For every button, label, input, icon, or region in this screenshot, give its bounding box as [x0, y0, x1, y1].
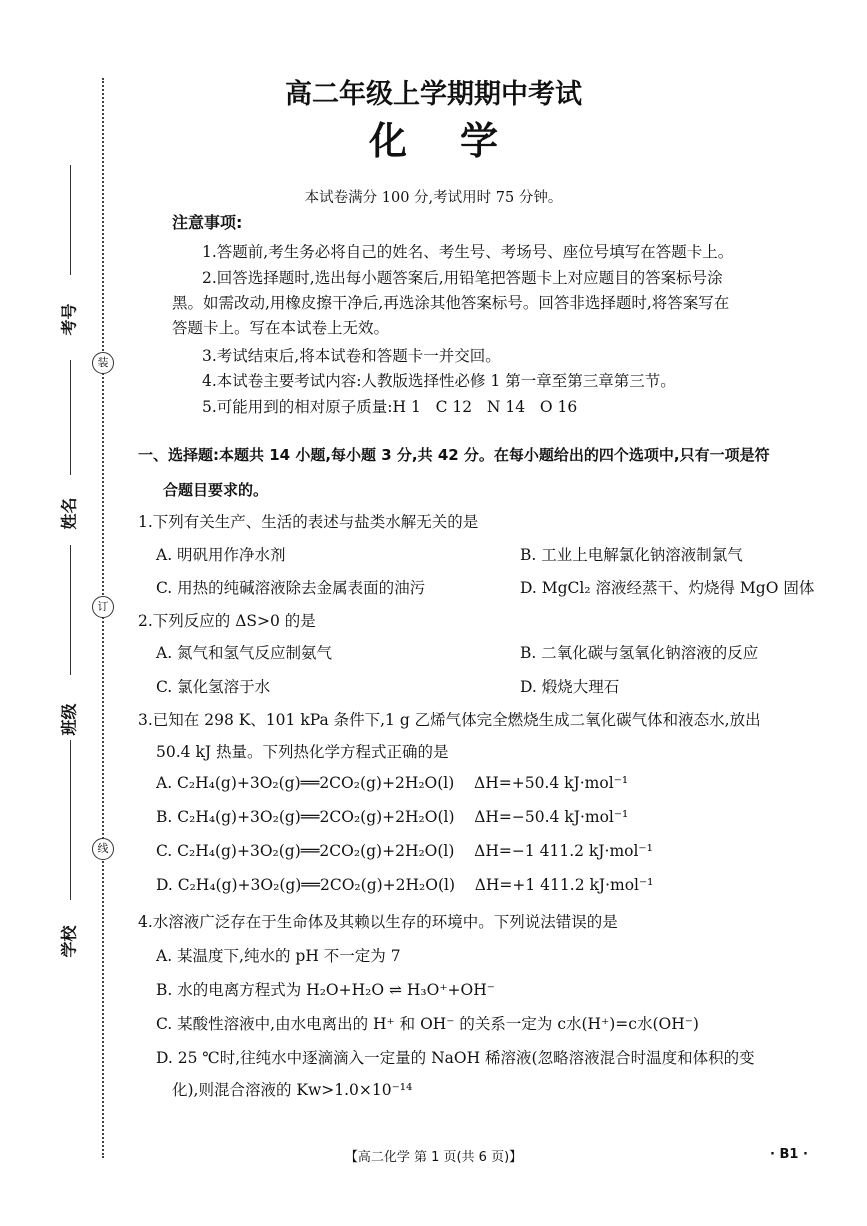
note-item: 5.可能用到的相对原子质量:H 1 C 12 N 14 O 16: [202, 398, 578, 416]
q2-option-a: A. 氮气和氢气反应制氨气: [156, 644, 333, 662]
note-item: 4.本试卷主要考试内容:人教版选择性必修 1 第一章至第三章第三节。: [202, 372, 676, 390]
q1-option-d: D. MgCl₂ 溶液经蒸干、灼烧得 MgO 固体: [520, 579, 815, 597]
class-line: [70, 545, 71, 675]
question-2-stem: 2.下列反应的 ΔS>0 的是: [138, 612, 316, 630]
binding-mark-xian: 线: [92, 838, 114, 860]
school-line: [70, 740, 71, 900]
binding-mark-ding: 订: [92, 596, 114, 618]
q2-option-d: D. 煅烧大理石: [520, 678, 620, 696]
q2-option-c: C. 氯化氢溶于水: [156, 678, 271, 696]
section-heading-cont: 合题目要求的。: [163, 481, 269, 499]
q4-option-d: D. 25 ℃时,往纯水中逐滴滴入一定量的 NaOH 稀溶液(忽略溶液混合时温度和体积的变: [156, 1049, 755, 1067]
q3-option-d: D. C₂H₄(g)+3O₂(g)══2CO₂(g)+2H₂O(l) ΔH=+1 411.2 kJ·mol⁻¹: [156, 876, 654, 894]
subject-title: 化 学: [369, 119, 498, 163]
paper-code: · B1 ·: [770, 1147, 808, 1162]
q1-option-a: A. 明矾用作净水剂: [156, 546, 286, 564]
class-label: 班级: [59, 703, 79, 736]
q4-option-a: A. 某温度下,纯水的 pH 不一定为 7: [156, 947, 401, 965]
q3-option-b: B. C₂H₄(g)+3O₂(g)══2CO₂(g)+2H₂O(l) ΔH=−50.4 kJ·mol⁻¹: [156, 808, 629, 826]
note-item: 3.考试结束后,将本试卷和答题卡一并交回。: [202, 347, 501, 365]
binding-mark-zhuang: 装: [92, 352, 114, 374]
question-3-stem: 3.已知在 298 K、101 kPa 条件下,1 g 乙烯气体完全燃烧生成二氧化碳气体和液态水,放出: [138, 711, 761, 729]
q4-option-d-cont: 化),则混合溶液的 Kw>1.0×10⁻¹⁴: [172, 1081, 413, 1099]
q2-option-b: B. 二氧化碳与氢氧化钠溶液的反应: [520, 644, 759, 662]
q3-option-c: C. C₂H₄(g)+3O₂(g)══2CO₂(g)+2H₂O(l) ΔH=−1 411.2 kJ·mol⁻¹: [156, 842, 653, 860]
school-label: 学校: [59, 925, 79, 958]
page-footer: 【高二化学 第 1 页(共 6 页)】: [344, 1150, 523, 1165]
page-title: 高二年级上学期期中考试: [285, 79, 582, 110]
section-heading: 一、选择题:本题共 14 小题,每小题 3 分,共 42 分。在每小题给出的四个选项中,只有一项是符: [138, 446, 770, 464]
q1-option-c: C. 用热的纯碱溶液除去金属表面的油污: [156, 579, 426, 597]
q3-option-a: A. C₂H₄(g)+3O₂(g)══2CO₂(g)+2H₂O(l) ΔH=+50.4 kJ·mol⁻¹: [156, 774, 629, 792]
exam-intro: 本试卷满分 100 分,考试用时 75 分钟。: [304, 190, 563, 206]
note-item: 2.回答选择题时,选出每小题答案后,用铅笔把答题卡上对应题目的答案标号涂: [202, 269, 723, 287]
q4-option-c: C. 某酸性溶液中,由水电离出的 H⁺ 和 OH⁻ 的关系一定为 c水(H⁺)=c水(OH⁻): [156, 1015, 699, 1033]
question-4-stem: 4.水溶液广泛存在于生命体及其赖以生存的环境中。下列说法错误的是: [138, 913, 618, 931]
question-1-stem: 1.下列有关生产、生活的表述与盐类水解无关的是: [138, 513, 479, 531]
q1-option-b: B. 工业上电解氯化钠溶液制氯气: [520, 546, 743, 564]
note-item: 1.答题前,考生务必将自己的姓名、考生号、考场号、座位号填写在答题卡上。: [202, 243, 734, 261]
name-line: [70, 360, 71, 475]
note-item: 黑。如需改动,用橡皮擦干净后,再选涂其他答案标号。回答非选择题时,将答案写在: [172, 294, 730, 312]
q4-option-b: B. 水的电离方程式为 H₂O+H₂O ⇌ H₃O⁺+OH⁻: [156, 981, 495, 999]
question-3-stem-cont: 50.4 kJ 热量。下列热化学方程式正确的是: [156, 743, 449, 761]
binding-dotted-line: [102, 78, 104, 1158]
exam-number-line: [70, 165, 71, 275]
notes-heading: 注意事项:: [172, 213, 243, 232]
exam-number-label: 考号: [59, 303, 79, 336]
note-item: 答题卡上。写在本试卷上无效。: [172, 319, 390, 337]
name-label: 姓名: [59, 497, 79, 530]
